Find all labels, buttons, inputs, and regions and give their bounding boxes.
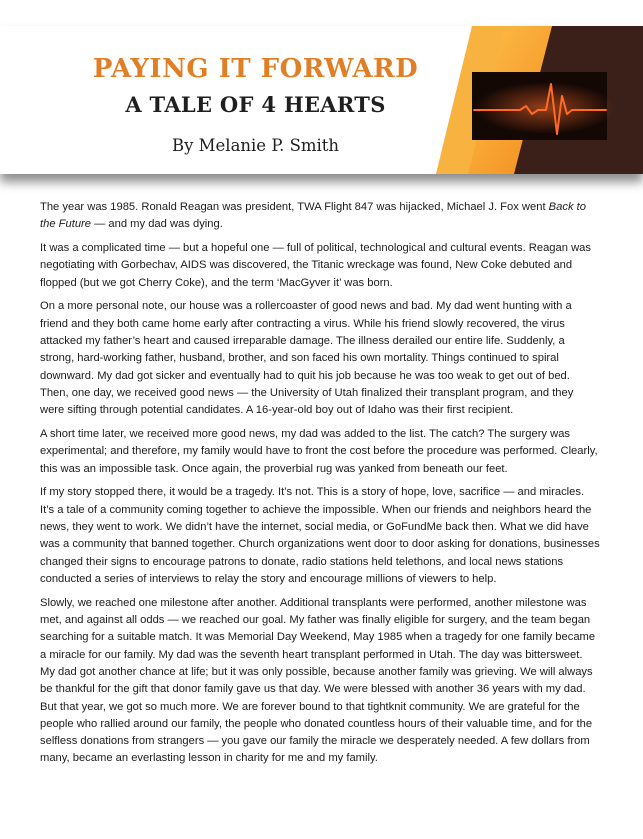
page-title: PAYING IT FORWARD <box>92 54 419 84</box>
paragraph-1: The year was 1985. Ronald Reagan was president, TWA Flight 847 was hijacked, Michael J. Fox went Back to the Future — and my dad was dying. <box>40 201 586 231</box>
article-body <box>40 199 600 774</box>
author-byline: By Melanie P. Smith <box>171 136 340 155</box>
paragraph-5: If my story stopped there, it would be a tragedy. It’s not. This is a story of hope, love, sacrifice — and miracles. It’s a tale of a community coming together to achieve the impossible. When our friends and neighbors heard the news, they went to work. We didn’t have the internet, social media, or GoFundMe back then. What we did have was a community that banned together. Church organizations went door to door asking for donations, businesses changed their signs to encourage patrons to donate, radio stations held telethons, and local news stations conducted a series of interviews to relay the story and encourage millions of viewers to help. <box>40 486 600 585</box>
paragraph-3: On a more personal note, our house was a rollercoaster of good news and bad. My dad went hunting with a friend and they both came home early after contracting a virus. While his friend slowly recovered, the virus attacked my father’s heart and caused irreparable damage. The illness derailed our entire life. Suddenly, a strong, hard-working father, husband, brother, and son faced his own mortality. Things continued to spiral downward. My dad got sicker and eventually had to quit his job because he was too weak to get out of bed. Then, one day, we received good news — the University of Utah finalized their transplant program, and they were sifting through potential candidates. A 16-year-old boy out of Idaho was their first recipient. <box>40 300 574 417</box>
paragraph-4: A short time later, we received more good news, my dad was added to the list. The catch? The surgery was experimental; and therefore, my family would have to front the cost before the procedure was performed. Clearly, this was an impossible task. Once again, the proverbial rug was yanked from beneath our feet. <box>40 428 598 475</box>
movie-title: Back to the Future <box>40 201 586 231</box>
paragraph-2: It was a complicated time — but a hopeful one — full of political, technological and cultural events. Reagan was negotiating with Gorbechav, AIDS was discovered, the Titanic wreckage was found, New Coke debuted and flopped (but we got Cherry Coke), and the term ‘MacGyver it’ was born. <box>40 242 591 289</box>
paragraph-6: Slowly, we reached one milestone after another. Additional transplants were performed, another milestone was met, and against all odds — we reached our goal. My father was finally eligible for surgery, and the team began searching for a suitable match. It was Memorial Day Weekend, May 1985 when a tragedy for one family became a miracle for our family. My dad was the seventh heart transplant performed in Utah. The day was bittersweet. My dad got another chance at life; but it was only possible, because another family was grieving. We will always be thankful for the gift that donor family gave us that day. We were blessed with another 36 years with my dad. But that year, we got so much more. We are forever bound to that tightknit community. We are grateful for the people who rallied around our family, the people who donated countless hours of their valuable time, and for the selfless donations from strangers — you gave our family the miracle we desperately needed. A few dollars from many, became an everlasting lesson in charity for me and my family. <box>40 596 596 765</box>
page-subtitle: A TALE OF 4 HEARTS <box>125 92 386 117</box>
header-banner <box>0 26 643 174</box>
